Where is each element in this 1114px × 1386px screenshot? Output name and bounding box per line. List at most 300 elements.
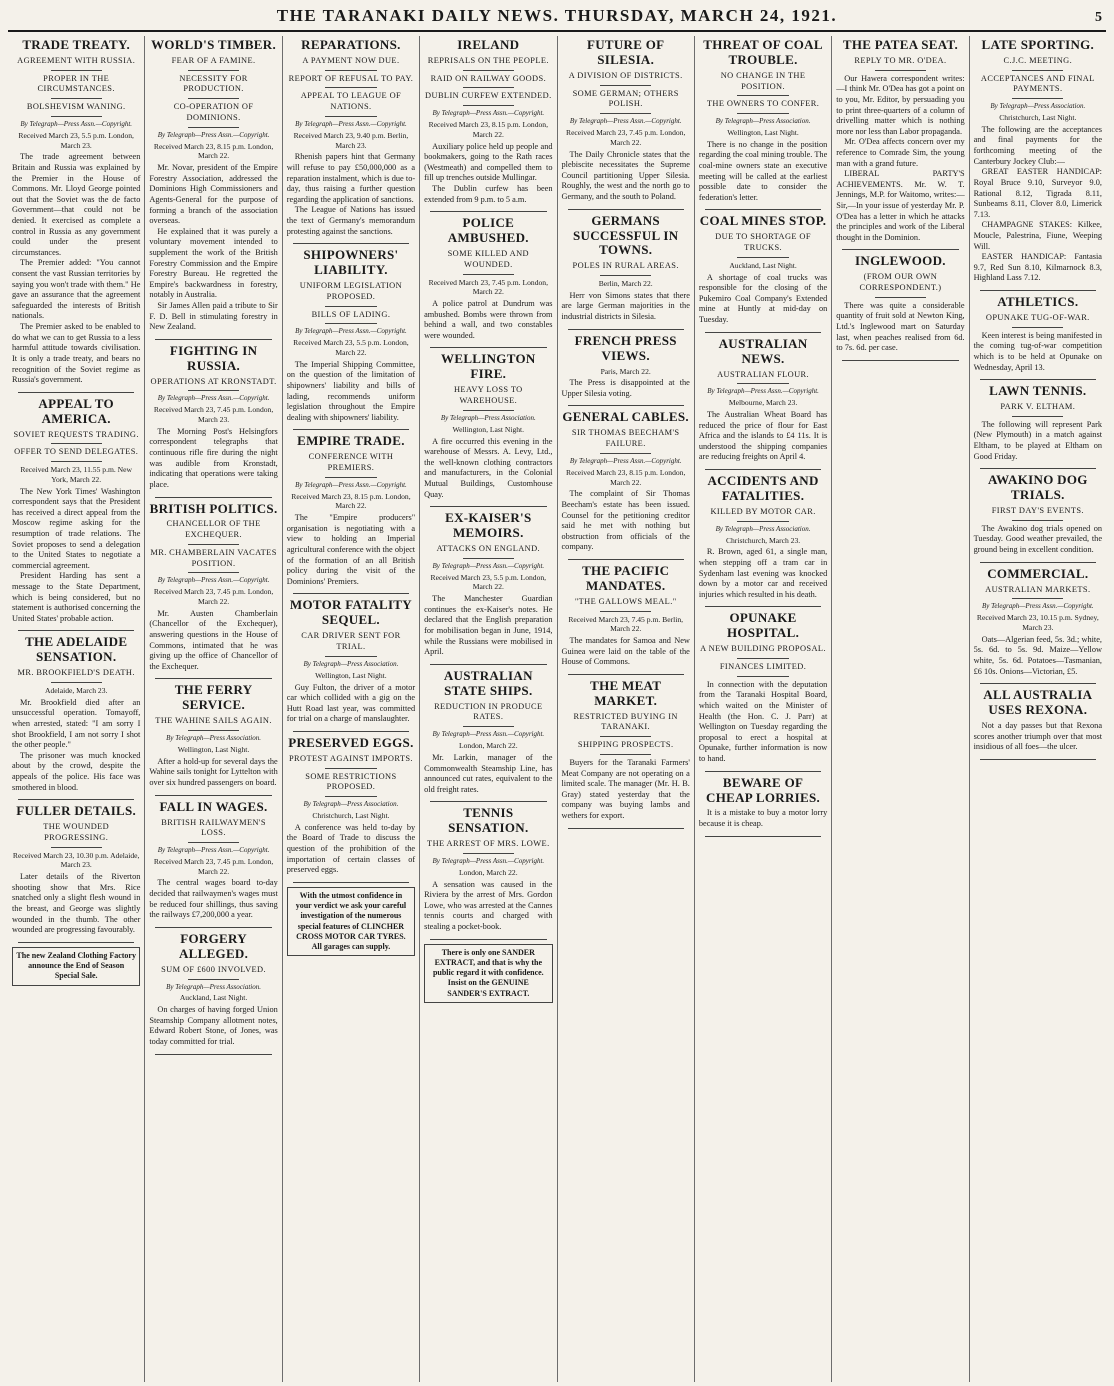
article-headline: MOTOR FATALITY SEQUEL. <box>289 597 412 628</box>
article-body <box>12 152 140 385</box>
divider <box>980 759 1096 760</box>
paragraph: In connection with the deputation from the Taranaki Hospital Board, which waited on the Minister of Health (the Hon. C. J. Parr) at Wellington on Tuesday regarding the proposal to erect a hospital at Opunake, further information is now to hand. <box>698 679 828 763</box>
masthead-title: THE TARANAKI DAILY NEWS. THURSDAY, MARCH 24, 1921. <box>276 6 838 25</box>
masthead <box>8 6 1106 32</box>
article-body <box>562 291 690 323</box>
article-body <box>699 273 827 326</box>
paragraph: Keen interest is being manifested in the coming tug-of-war competition which is to be held at Opunake on Wednesday, April 13. <box>973 330 1102 372</box>
article-subheading: SIR THOMAS BEECHAM'S FAILURE. <box>562 428 690 454</box>
article-body <box>836 301 964 354</box>
divider <box>568 559 684 560</box>
article-body <box>699 140 827 204</box>
dateline: Adelaide, March 23. <box>44 686 108 696</box>
paragraph: Buyers for the Taranaki Farmers' Meat Company are not operating on a limited scale. The manager (Mr. H. B. Gray) stated yesterday that the company was buying lambs and wethers for export. <box>561 757 690 821</box>
article-headline: THREAT OF COAL TROUBLE. <box>703 37 823 67</box>
article-body <box>12 872 140 936</box>
article-headline: BRITISH POLITICS. <box>149 500 278 516</box>
article-headline: AUSTRALIAN NEWS. <box>718 335 808 366</box>
article-body <box>149 163 277 333</box>
article-headline: APPEAL TO AMERICA. <box>38 395 114 426</box>
article-subheading: THE ARREST OF MRS. LOWE. <box>424 839 552 854</box>
article-subheading: FEAR OF A FAMINE. <box>149 56 277 71</box>
telegraph-credit: By Telegraph—Press Association. <box>715 117 811 126</box>
article-headline: TENNIS SENSATION. <box>448 805 529 836</box>
article <box>149 344 277 491</box>
dateline: London, March 22. <box>458 867 518 877</box>
article-body <box>12 698 140 793</box>
dateline: Received March 23, 5.5 p.m. London, March 22. <box>293 338 409 357</box>
article-subheading: MR. BROOKFIELD'S DEATH. <box>12 668 140 683</box>
dateline: Christchurch, March 23. <box>725 535 801 545</box>
page-number: 5 <box>1095 10 1102 25</box>
paragraph: The Manchester Guardian continues the ex-Kaiser's notes. He declared that the English preparation for mobilisation began in June, 1914, while the Russians were mobilised in April. <box>424 594 553 657</box>
article <box>424 511 552 658</box>
article <box>287 38 415 237</box>
article-subheading: HEAVY LOSS TO WAREHOUSE. <box>424 385 552 411</box>
article-headline: WORLD'S TIMBER. <box>151 37 277 52</box>
telegraph-credit: By Telegraph—Press Assn.—Copyright. <box>981 602 1094 611</box>
paragraph: GREAT EASTER HANDICAP: Royal Bruce 9.10, Surveyor 9.0, Rational 8.12, Tigrada 8.11, Sunbeams 8.11, Clover 8.0, Limerick 7.13. <box>973 167 1102 219</box>
telegraph-credit: By Telegraph—Press Assn.—Copyright. <box>295 119 407 128</box>
paragraph: EASTER HANDICAP: Fantasia 9.7, Red Sun 8.10, Kilmarnock 8.3, Highland Lass 7.12. <box>973 252 1102 283</box>
article-subheading: REDUCTION IN PRODUCE RATES. <box>424 702 552 728</box>
article <box>424 352 552 500</box>
divider <box>293 243 409 244</box>
dateline: Received March 23, 5.5 p.m. London, March 23. <box>18 130 134 150</box>
telegraph-credit: By Telegraph—Press Assn.—Copyright. <box>569 456 682 465</box>
divider <box>430 506 546 507</box>
article-subheading: THE WAHINE SAILS AGAIN. <box>149 716 277 731</box>
telegraph-credit: By Telegraph—Press Association. <box>166 734 261 743</box>
article-body <box>424 594 552 658</box>
article-body <box>974 635 1102 677</box>
article-subheading: A DIVISION OF DISTRICTS. <box>562 71 690 86</box>
article-body <box>562 378 690 399</box>
article-body <box>699 680 827 765</box>
article-subheading: PROTEST AGAINST IMPORTS. <box>287 754 415 769</box>
paragraph: The complaint of Sir Thomas Beecham's estate has been issued. Counsel for the petitioning creditor said he met with nothing but obstruction from officials of the company. <box>561 489 690 552</box>
dateline: Wellington, Last Night. <box>727 128 799 138</box>
article-headline: FUTURE OF SILESIA. <box>586 37 665 67</box>
article-body <box>974 331 1102 373</box>
article-subheading: AUSTRALIAN FLOUR. <box>699 370 827 385</box>
advertisement: The new Zealand Clothing Factory announce the End of Season Special Sale. <box>12 947 140 986</box>
paragraph: The prisoner was much knocked about by the crowd, despite the appeals of the police. His face was smothered in blood. <box>12 750 141 792</box>
advertisement: With the utmost confidence in your verdict we ask your careful investigation of the numerous special features of CLINCHER CROSS MOTOR CAR TYRES. All garages can supply. <box>287 887 415 956</box>
paragraph: LIBERAL PARTY'S ACHIEVEMENTS. Mr. W. T. Jennings, M.P. for Waitomo, writes:—Sir,—In your issue of yesterday Mr. P. O'Dea has a letter in which he attacks the principles and work of the Liberal thought in the Dominion. <box>836 169 965 242</box>
divider <box>293 429 409 430</box>
paragraph: CHAMPAGNE STAKES: Kilkee, Moucle, Palestrina, Fiune, Weeping Will. <box>973 220 1102 251</box>
article <box>699 474 827 600</box>
article-subheading: CAR DRIVER SENT FOR TRIAL. <box>287 631 415 657</box>
article-headline: COAL MINES STOP. <box>699 213 827 229</box>
divider <box>568 828 684 829</box>
paragraph: The Awakino dog trials opened on Tuesday. Good weather prevailed, the ground being in excellent condition. <box>973 523 1102 555</box>
article-headline: SHIPOWNERS' LIABILITY. <box>303 247 399 278</box>
paragraph: A sensation was caused in the Riviera by the arrest of Mrs. Gordon Lowe, who was arrested at the Cannes tennis courts and charged with stealing a pocket-book. <box>424 879 553 932</box>
paragraph: The Morning Post's Helsingfors correspondent telegraphs that continuous rifle fire during the night was audible from Kronstadt, indicating that operations were taking place. <box>149 426 278 489</box>
paragraph: The New York Times' Washington correspondent says that the President has received a direct appeal from the Moscow regime asking for the resumption of trade relations. The Soviet proposes to send a delegation to the United States to negotiate a commercial agreement. <box>12 486 141 570</box>
dateline: London, March 22. <box>458 741 518 751</box>
article-body <box>836 74 964 244</box>
article-subheading: (FROM OUR OWN CORRESPONDENT.) <box>836 272 964 298</box>
article-subheading: A PAYMENT NOW DUE. <box>287 56 415 71</box>
article-subheading: PARK V. ELTHAM. <box>974 402 1102 417</box>
article-headline: LAWN TENNIS. <box>989 383 1087 399</box>
column-8 <box>970 36 1106 1382</box>
article <box>562 214 690 323</box>
article-subheading: RESTRICTED BUYING IN TARANAKI. <box>562 712 690 738</box>
article-subheading: SOME GERMAN; OTHERS POLISH. <box>562 89 690 115</box>
article-headline: THE MEAT MARKET. <box>590 677 662 708</box>
article-subheading: REPORT OF REFUSAL TO PAY. <box>287 74 415 89</box>
telegraph-credit: By Telegraph—Press Assn.—Copyright. <box>157 576 270 585</box>
divider <box>705 469 821 470</box>
article-body <box>974 125 1102 284</box>
paragraph: The Imperial Shipping Committee, on the question of the limitation of shipowners' liability and bills of lading, recommends uniform legislation throughout the Empire dealing with shipowners' liability. <box>286 359 416 422</box>
paragraph: A conference was held to-day by the Board of Trade to discuss the question of the prohibition of the importation of certain classes of preserved eggs. <box>286 822 416 875</box>
article-subheading: SUM OF £600 INVOLVED. <box>149 965 277 980</box>
paragraph: Mr. Brookfield died after an unsuccessful operation. Tomayoff, when arrested, stated: "I am sorry I shot Brookfield, I am not sorry I shot the other people." <box>12 697 141 750</box>
divider <box>430 664 546 665</box>
paragraph: The mandates for Samoa and New Guinea were laid on the table of the House of Commons. <box>561 636 690 667</box>
article-headline: OPUNAKE HOSPITAL. <box>726 610 800 641</box>
dateline: Received March 23, 7.45 p.m. London, March 22. <box>566 128 686 147</box>
article-headline: AWAKINO DOG TRIALS. <box>987 472 1088 503</box>
article-subheading: CONFERENCE WITH PREMIERS. <box>287 452 415 478</box>
column-5 <box>558 36 695 1382</box>
paragraph: After a hold-up for several days the Wahine sails tonight for Lyttelton with over six hundred passengers on board. <box>149 756 278 787</box>
dateline: Received March 23, 10.15 p.m. Sydney, March 23. <box>976 613 1099 633</box>
article <box>149 800 277 921</box>
article <box>562 334 690 400</box>
article-headline: GERMANS SUCCESSFUL IN TOWNS. <box>572 212 679 258</box>
article-headline: FIGHTING IN RUSSIA. <box>169 342 258 373</box>
article-subheading: BOLSHEVISM WANING. <box>12 102 140 117</box>
article <box>974 473 1102 555</box>
article-subheading: SOVIET REQUESTS TRADING. <box>12 430 140 445</box>
article-subheading: BILLS OF LADING. <box>287 310 415 325</box>
article <box>974 384 1102 462</box>
article-headline: ACCIDENTS AND FATALITIES. <box>707 473 819 503</box>
dateline: Received March 23, 10.30 p.m. Adelaide, March 23. <box>12 850 140 870</box>
paragraph: The trade agreement between Britain and Russia was explained by the Premier in the House of Commons. Mr. Lloyd George pointed out that the Soviet was the de facto Government—that could not be denied. It exercised as complete a control in Russia as any government could under the present circumstances. <box>12 152 141 257</box>
article <box>149 683 277 788</box>
article <box>974 567 1102 678</box>
paragraph: It is a mistake to buy a motor lorry because it is cheap. <box>698 808 828 829</box>
divider <box>155 927 271 928</box>
article-body <box>562 150 690 203</box>
article <box>287 598 415 724</box>
article-headline: AUSTRALIAN STATE SHIPS. <box>443 667 533 698</box>
telegraph-credit: By Telegraph—Press Association. <box>715 524 811 533</box>
article-headline: IRELAND <box>457 37 520 52</box>
dateline: Christchurch, Last Night. <box>999 113 1077 123</box>
article-headline: THE FERRY SERVICE. <box>174 682 253 713</box>
article-body <box>287 360 415 424</box>
article-headline: EMPIRE TRADE. <box>297 433 405 449</box>
paragraph: The Australian Wheat Board has reduced the price of flour for East Africa and the islands to £4 11s. It is understood the shipping companies are reducing freights on April 4. <box>698 409 828 462</box>
divider <box>155 339 271 340</box>
paragraph: Later details of the Riverton shooting show that Mrs. Rice snatched only a slight flesh wound in the breast, and George was slightly wounded in the thumb. The other wounded are progressing favourably. <box>12 872 141 935</box>
divider <box>705 771 821 772</box>
article <box>699 611 827 764</box>
paragraph: Mr. Larkin, manager of the Commonwealth Steamship Line, has announced cut rates, equivalent to the old freight rates. <box>424 752 553 794</box>
telegraph-credit: By Telegraph—Press Assn.—Copyright. <box>707 387 819 396</box>
dateline: Received March 23, 7.45 p.m. Berlin, March 22. <box>568 614 684 634</box>
dateline: Auckland, Last Night. <box>729 260 797 270</box>
paragraph: The Press is disappointed at the Upper Silesia voting. <box>561 378 690 398</box>
divider <box>980 290 1096 291</box>
telegraph-credit: By Telegraph—Press Assn.—Copyright. <box>432 561 545 570</box>
divider <box>705 332 821 333</box>
paragraph: Mr. O'Dea affects concern over my reference to Comrade Sim, the young man with a grand future. <box>836 137 965 168</box>
article-headline: BEWARE OF CHEAP LORRIES. <box>706 774 821 805</box>
article <box>287 736 415 876</box>
article-subheading: BRITISH RAILWAYMEN'S LOSS. <box>149 818 277 844</box>
article-subheading: KILLED BY MOTOR CAR. <box>699 507 827 522</box>
article-body <box>424 880 552 933</box>
article-subheading: REPRISALS ON THE PEOPLE. <box>424 56 552 71</box>
telegraph-credit: By Telegraph—Press Association. <box>166 982 261 991</box>
article-body <box>974 524 1102 556</box>
divider <box>293 593 409 594</box>
telegraph-credit: By Telegraph—Press Assn.—Copyright. <box>295 327 407 336</box>
article-headline: THE PACIFIC MANDATES. <box>582 562 670 593</box>
paragraph: The Daily Chronicle states that the plebiscite necessitates the Supreme Council partitioning Upper Silesia. Roughly, the west and the north go to Germany, and the south to Poland. <box>561 149 690 201</box>
dateline: Received March 23, 7.45 p.m. London, March 22. <box>428 277 548 297</box>
article <box>12 804 140 936</box>
article-headline: THE ADELAIDE SENSATION. <box>25 634 128 665</box>
paragraph: President Harding has sent a message to the State Department, which is being considered, but no statement is authorised concerning the United States' probable action. <box>12 571 141 623</box>
article-subheading: UNIFORM LEGISLATION PROPOSED. <box>287 281 415 307</box>
divider <box>568 674 684 675</box>
article-subheading: OFFER TO SEND DELEGATES. <box>12 447 140 462</box>
dateline: Wellington, Last Night. <box>315 670 387 680</box>
article-headline: PRESERVED EGGS. <box>288 734 414 750</box>
article-headline: EX-KAISER'S MEMOIRS. <box>445 510 532 541</box>
article-subheading: ACCEPTANCES AND FINAL PAYMENTS. <box>974 74 1102 100</box>
dateline: Received March 23, 8.15 p.m. London, March 22. <box>428 120 548 139</box>
divider <box>980 562 1096 563</box>
article-subheading: FINANCES LIMITED. <box>699 662 827 677</box>
article <box>287 248 415 423</box>
divider <box>568 209 684 210</box>
article-subheading: PROPER IN THE CIRCUMSTANCES. <box>12 74 140 100</box>
paragraph: There was quite a considerable quantity of fruit sold at Newton King, Ltd.'s Inglewood mart on Saturday last, when peaches realised from 6d. to 7s. 6d. per case. <box>836 300 965 353</box>
divider <box>155 497 271 498</box>
article <box>424 216 552 341</box>
paragraph: Guy Fulton, the driver of a motor car which collided with a gig on the Hutt Road last year, was committed for trial on a charge of manslaughter. <box>286 682 416 724</box>
article-headline: POLICE AMBUSHED. <box>447 215 529 246</box>
article-body <box>287 683 415 725</box>
column-6 <box>695 36 832 1382</box>
dateline: Received March 23, 5.5 p.m. London, March 22. <box>430 572 547 592</box>
article-subheading: OPUNAKE TUG-OF-WAR. <box>974 313 1102 328</box>
article <box>424 38 552 205</box>
paragraph: Oats—Algerian feed, 5s. 3d.; white, 5s. 6d. to 5s. 9d. Maize—Yellow white, 5s. 6d. Potatoes—Tasmanian, £6 10s. Onions—Victorian, £5. <box>973 634 1102 676</box>
divider <box>430 211 546 212</box>
divider <box>18 392 134 393</box>
article <box>699 776 827 830</box>
paragraph: Rhenish papers hint that Germany will refuse to pay £50,000,000 as a reparation instalment, which is due to-day, thus raising a further question regarding the application of sanctions. <box>286 152 416 204</box>
dateline: Received March 23, 7.45 p.m. London, March 23. <box>153 405 274 425</box>
column-7 <box>832 36 969 1382</box>
divider <box>980 379 1096 380</box>
article <box>974 38 1102 284</box>
article <box>424 669 552 795</box>
paragraph: R. Brown, aged 61, a single man, when stepping off a tram car in Sydenham last evening was knocked down by a motor car and received injuries which resulted in his death. <box>698 547 828 599</box>
article-headline: REPARATIONS. <box>301 37 401 52</box>
paragraph: He explained that it was purely a voluntary movement intended to supplement the work of the British Forestry Commission and the Empire Forestry Bureau. He regretted the Empire's backwardness in forestry, notably in Australia. <box>149 226 278 300</box>
article <box>12 397 140 625</box>
article-subheading: APPEAL TO LEAGUE OF NATIONS. <box>287 91 415 117</box>
column-3 <box>283 36 420 1382</box>
telegraph-credit: By Telegraph—Press Assn.—Copyright. <box>432 856 545 865</box>
article <box>974 295 1102 373</box>
dateline: Melbourne, March 23. <box>728 398 798 408</box>
article-headline: TRADE TREATY. <box>22 37 131 52</box>
dateline: Received March 23, 9.40 p.m. Berlin, March 23. <box>293 130 409 150</box>
telegraph-credit: By Telegraph—Press Assn.—Copyright. <box>569 117 682 126</box>
article-headline: FULLER DETAILS. <box>16 803 137 819</box>
article <box>836 254 964 353</box>
divider <box>568 329 684 330</box>
article-subheading: RAID ON RAILWAY GOODS. <box>424 74 552 89</box>
article <box>424 806 552 932</box>
divider <box>155 795 271 796</box>
column-4 <box>420 36 557 1382</box>
paragraph: Auxiliary police held up people and bookmakers, going to the Rath races (Westmeath) and compelled them to fill up trenches outside Mullingar. <box>424 141 553 183</box>
article-body <box>287 152 415 237</box>
dateline: Christchurch, Last Night. <box>312 811 390 821</box>
divider <box>155 1054 271 1055</box>
article-body <box>562 758 690 822</box>
article-headline: GENERAL CABLES. <box>562 409 689 425</box>
article-body <box>424 142 552 206</box>
article-subheading: SOME KILLED AND WOUNDED. <box>424 249 552 275</box>
telegraph-credit: By Telegraph—Press Assn.—Copyright. <box>432 730 545 739</box>
paragraph: The following will represent Park (New Plymouth) in a match against Eltham, to be played at Eltham on Good Friday. <box>973 419 1102 461</box>
article-subheading: AUSTRALIAN MARKETS. <box>974 585 1102 600</box>
divider <box>430 801 546 802</box>
article-body <box>149 757 277 789</box>
divider <box>980 468 1096 469</box>
article-subheading: AGREEMENT WITH RUSSIA. <box>12 56 140 71</box>
columns <box>8 36 1106 1382</box>
article-body <box>149 878 277 920</box>
divider <box>430 347 546 348</box>
article <box>562 679 690 822</box>
article-headline: FALL IN WAGES. <box>159 798 268 814</box>
dateline: Paris, March 22. <box>600 366 651 376</box>
paragraph: The "Empire producers" organisation is negotiating with a view to holding an Imperial agricultural conference with the object of the formation of an all British policy during the visit of the Dominions' Premiers. <box>286 513 416 586</box>
article <box>974 688 1102 753</box>
telegraph-credit: By Telegraph—Press Assn.—Copyright. <box>20 119 133 128</box>
telegraph-credit: By Telegraph—Press Assn.—Copyright. <box>157 394 270 403</box>
article-subheading: MR. CHAMBERLAIN VACATES POSITION. <box>149 548 277 574</box>
article-headline: WELLINGTON FIRE. <box>441 351 536 382</box>
article-subheading: DUE TO SHORTAGE OF TRUCKS. <box>699 232 827 258</box>
telegraph-credit: By Telegraph—Press Association. <box>440 413 536 422</box>
article-body <box>12 487 140 625</box>
article <box>149 502 277 673</box>
article-body <box>974 420 1102 462</box>
article <box>699 337 827 463</box>
divider <box>705 836 821 837</box>
article-headline: ATHLETICS. <box>997 294 1079 309</box>
paragraph: On charges of having forged Union Steamship Company allotment notes, Edward Robert Stone, of Jones, was today committed for trial. <box>149 1005 278 1046</box>
article-subheading: ATTACKS ON ENGLAND. <box>424 544 552 559</box>
article-subheading: THE WOUNDED PROGRESSING. <box>12 822 140 848</box>
article-body <box>699 808 827 829</box>
article <box>12 38 140 386</box>
article-body <box>699 410 827 463</box>
paragraph: The League of Nations has issued the text of Germany's memorandum protesting against the sanctions. <box>286 205 416 236</box>
article-subheading: SOME RESTRICTIONS PROPOSED. <box>287 772 415 798</box>
article-subheading: NO CHANGE IN THE POSITION. <box>699 71 827 97</box>
paragraph: The Dublin curfew has been extended from 9 p.m. to 5 a.m. <box>424 184 553 204</box>
divider <box>430 939 546 940</box>
paragraph: Mr. Austen Chamberlain (Chancellor of the Exchequer), answering questions in the House of Commons, intimated that he was giving up the office of Chancellor of the Exchequer. <box>149 608 278 671</box>
article-body <box>287 513 415 587</box>
article <box>562 564 690 668</box>
article-subheading: SHIPPING PROSPECTS. <box>562 740 690 755</box>
divider <box>705 209 821 210</box>
paragraph: Not a day passes but that Rexona scores another triumph over that most insidious of all foes—the ulcer. <box>973 721 1102 752</box>
paragraph: There is no change in the position regarding the coal mining trouble. The coal-mine owners state an executive meeting will be called at the earliest possible date to consider the federation's letter. <box>698 139 828 202</box>
dateline: Received March 23, 8.15 p.m. London, March 22. <box>291 491 411 511</box>
divider <box>18 630 134 631</box>
telegraph-credit: By Telegraph—Press Association. <box>303 659 399 668</box>
divider <box>842 360 958 361</box>
article-subheading: THE OWNERS TO CONFER. <box>699 99 827 114</box>
article <box>699 214 827 325</box>
article-headline: INGLEWOOD. <box>855 253 946 269</box>
paragraph: The central wages board to-day decided that railwaymen's wages must be reduced four shillings, thus saving the railways £7,200,000 a year. <box>149 878 278 920</box>
article <box>836 38 964 243</box>
dateline: Received March 23, 7.45 p.m. London, March 22. <box>153 857 274 876</box>
article-subheading: OPERATIONS AT KRONSTADT. <box>149 377 277 392</box>
advertisement: There is only one SANDER EXTRACT, and that is why the public regard it with confidence. Insist on the GENUINE SANDER'S EXTRACT. <box>424 944 552 1003</box>
telegraph-credit: By Telegraph—Press Assn.—Copyright. <box>295 480 407 489</box>
dateline: Wellington, Last Night. <box>452 424 525 434</box>
article <box>287 434 415 587</box>
paragraph: Herr von Simons states that there are large German majorities in the industrial districts in Silesia. <box>561 290 690 322</box>
telegraph-credit: By Telegraph—Press Association. <box>303 800 399 809</box>
divider <box>568 405 684 406</box>
article-subheading: REPLY TO MR. O'DEA. <box>836 56 964 71</box>
article-headline: THE PATEA SEAT. <box>842 37 959 52</box>
dateline: Received March 23, 8.15 p.m. London, March 22. <box>566 467 686 487</box>
article-subheading: C.J.C. MEETING. <box>974 56 1102 71</box>
article-body <box>149 1005 277 1047</box>
article-headline: FRENCH PRESS VIEWS. <box>574 332 677 363</box>
dateline: Received March 23, 11.55 p.m. New York, March 22. <box>20 465 133 484</box>
divider <box>980 683 1096 684</box>
article-body <box>424 299 552 341</box>
article-headline: LATE SPORTING. <box>981 37 1095 52</box>
divider <box>293 731 409 732</box>
article-subheading: "THE GALLOWS MEAL." <box>562 597 690 612</box>
article-headline: COMMERCIAL. <box>987 565 1089 581</box>
divider <box>293 882 409 883</box>
divider <box>18 942 134 943</box>
paragraph: The following are the acceptances and final payments for the forthcoming meeting of the Canterbury Jockey Club:— <box>973 124 1102 166</box>
article <box>12 635 140 793</box>
article <box>562 410 690 552</box>
article-subheading: A NEW BUILDING PROPOSAL. <box>699 644 827 659</box>
